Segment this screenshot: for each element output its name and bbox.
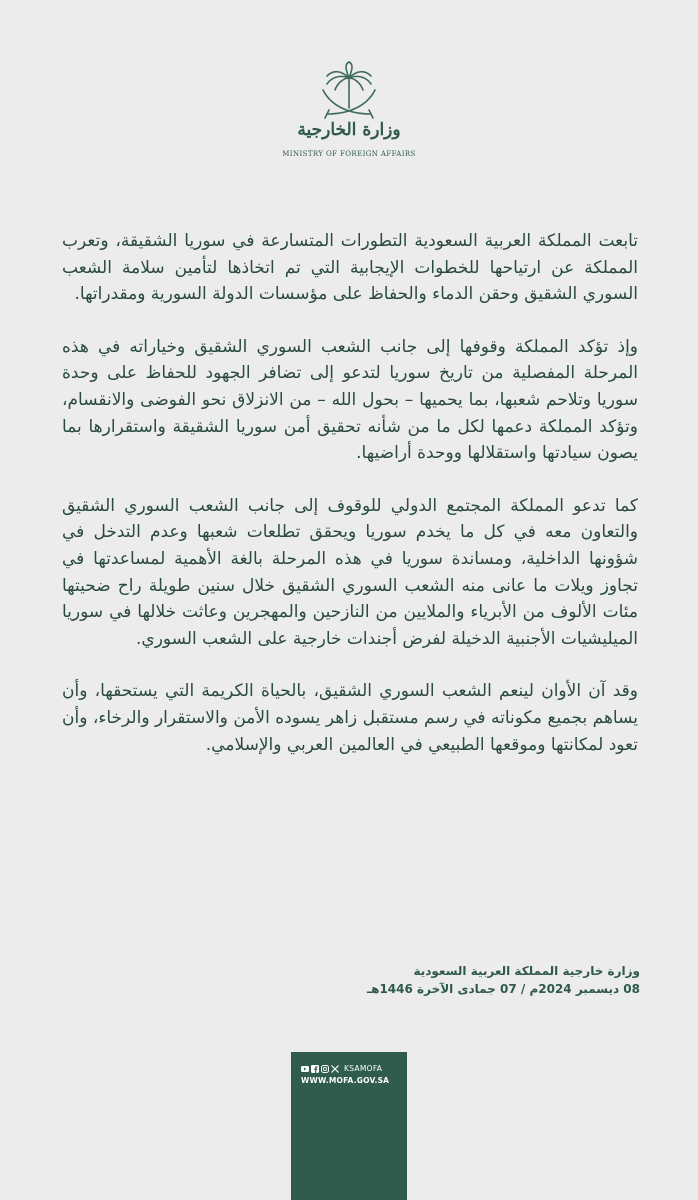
youtube-icon[interactable] [301, 1065, 309, 1073]
social-handle[interactable]: KSAMOFA [344, 1064, 383, 1073]
signature-block [280, 962, 640, 998]
paragraph-1: تابعت المملكة العربية السعودية التطورات المتسارعة في سوريا الشقيقة، وتعرب المملكة عن ارتياحها للخطوات الإيجابية التي تم اتخاذها لتأمين سلامة الشعب السوري الشقيق وحقن الدماء والحفاظ على مؤسسات الدولة السورية ومقدراتها. [62, 231, 638, 305]
paragraph-2: وإذ تؤكد المملكة وقوفها إلى جانب الشعب السوري الشقيق وخياراته في هذه المرحلة المفصلية من تاريخ سوريا لتدعو إلى تضافر الجهود للحفاظ على وحدة سوريا وتلاحم شعبها، بما يحميها – بحول الله – من الانزلاق نحو الفوضى والانقسام، وتؤكد المملكة دعمها لكل ما من شأنه تحقيق أمن سوريا الشقيقة واستقرارها بما يصون سيادتها واستقلالها ووحدة أراضيها. [62, 336, 638, 464]
statement-body [62, 228, 638, 784]
instagram-icon[interactable] [321, 1065, 329, 1073]
palm-swords-emblem-icon [309, 60, 389, 160]
paragraph-3: كما تدعو المملكة المجتمع الدولي للوقوف إلى جانب الشعب السوري الشقيق والتعاون معه في كل ما يخدم سوريا ويحقق تطلعات شعبها وعدم التدخل في شؤونها الداخلية، ومساندة سوريا في هذه المرحلة بالغة الأهمية لمساعدتها في تجاوز ويلات ما عانى منه الشعب السوري الشقيق خلال سنين طويلة راح ضحيتها مئات الألوف من الأبرياء والملايين من النازحين والمهجرين وعاثت خلالها في سوريا الميليشيات الأجنبية الدخيلة لفرض أجندات خارجية على الشعب السوري. [62, 495, 638, 649]
ministry-title-ar: وزارة الخارجية [297, 120, 401, 140]
website-link[interactable]: WWW.MOFA.GOV.SA [301, 1076, 390, 1085]
signature-name: وزارة خارجية المملكة العربية السعودية [413, 964, 640, 978]
x-icon[interactable] [331, 1065, 339, 1073]
facebook-icon[interactable] [311, 1065, 319, 1073]
footer-panel [291, 1052, 407, 1200]
ministry-title-en: MINISTRY OF FOREIGN AFFAIRS [282, 150, 416, 158]
social-row [301, 1064, 382, 1073]
paragraph-4: وقد آن الأوان لينعم الشعب السوري الشقيق، بالحياة الكريمة التي يستحقها، وأن يساهم بجميع مكوناته في رسم مستقبل زاهر يسوده الأمن والاستقرار والرخاء، وأن تعود لمكانتها وموقعها الطبيعي في العالمين العربي والإسلامي. [62, 681, 638, 755]
signature-date: 08 ديسمبر 2024م / 07 جمادى الآخرة 1446هـ [367, 982, 640, 996]
